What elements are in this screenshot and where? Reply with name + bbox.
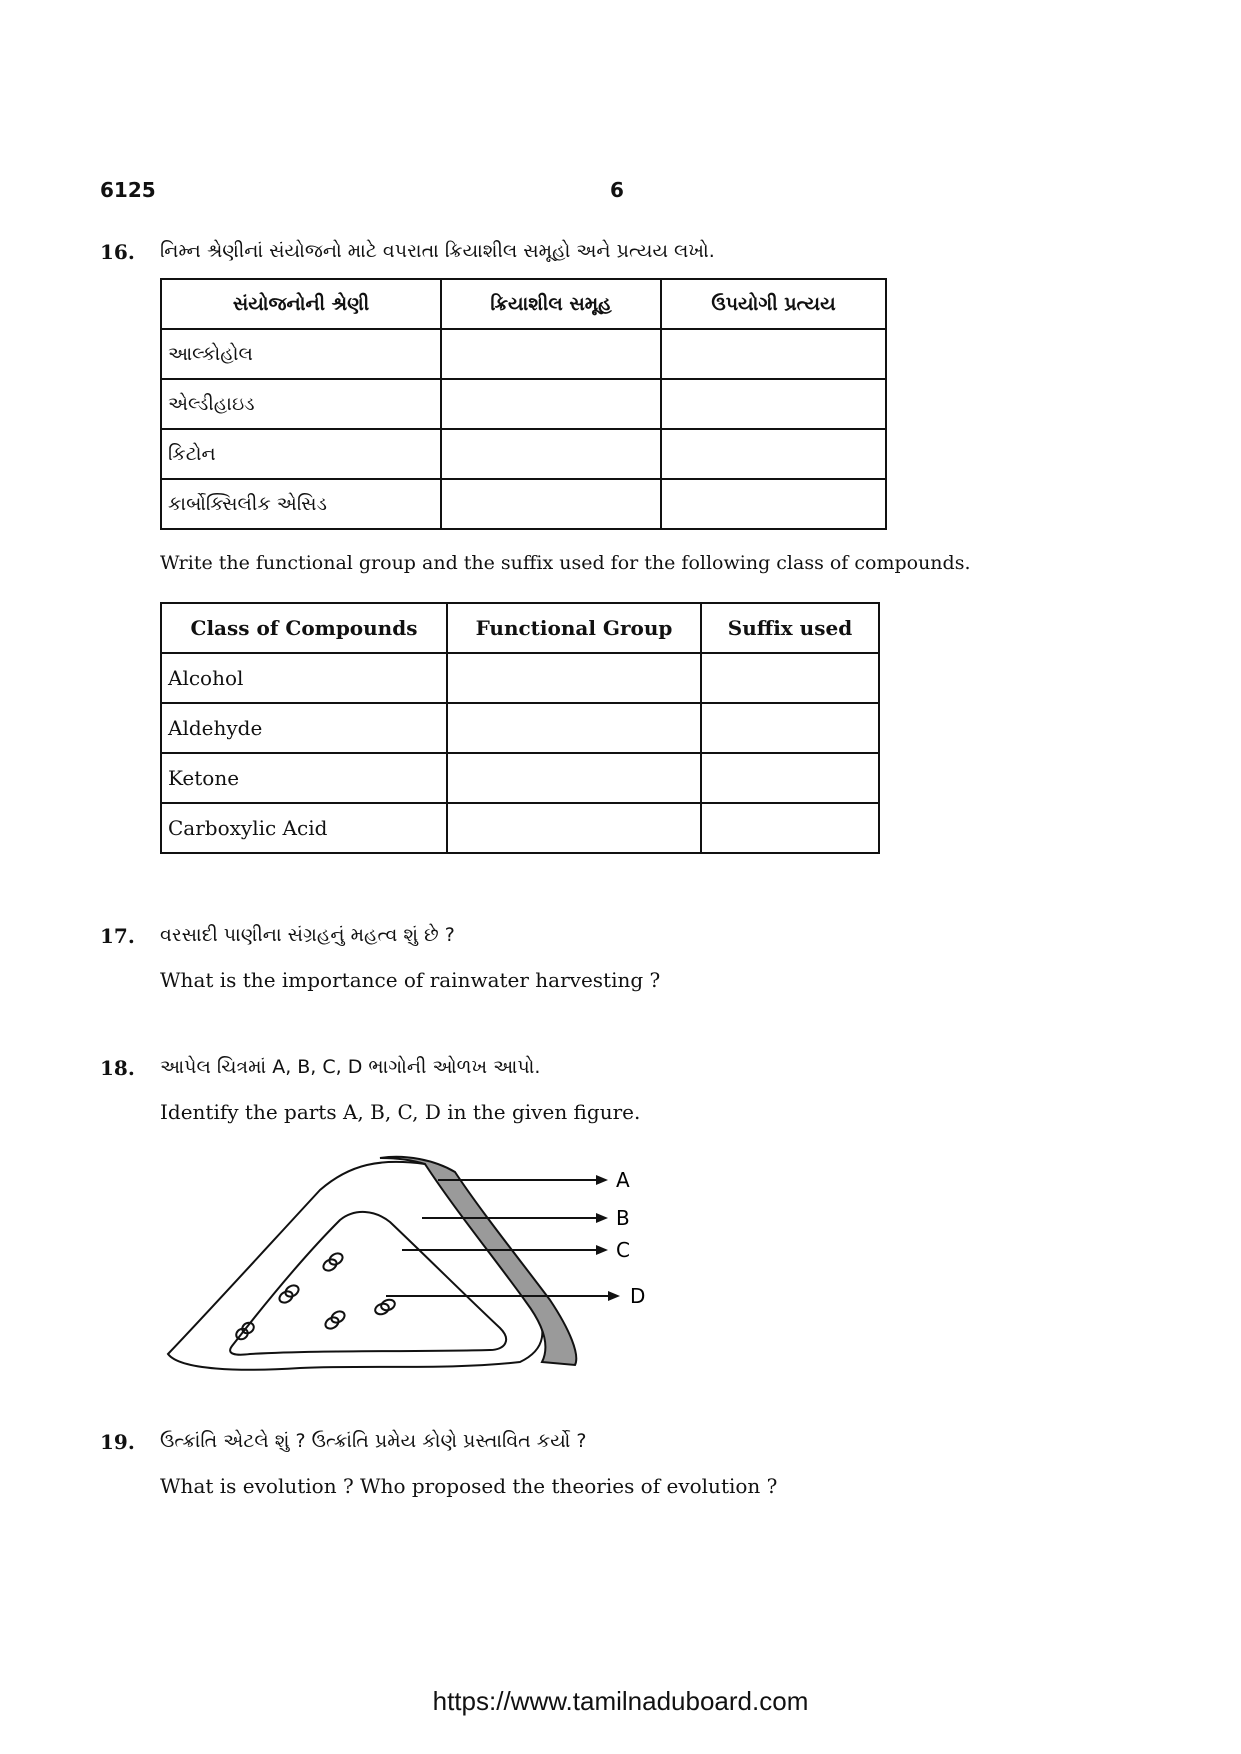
label-d: D	[630, 1284, 646, 1308]
gujarati-compounds-table	[160, 278, 887, 530]
table-header-cell: Class of Compounds	[161, 603, 447, 653]
answer-cell	[447, 803, 701, 853]
table-cell: Alcohol	[161, 653, 447, 703]
answer-cell	[441, 329, 661, 379]
answer-cell	[441, 479, 661, 529]
table-row	[161, 379, 886, 429]
table-row	[161, 329, 886, 379]
answer-cell	[661, 429, 886, 479]
table-header-cell: ક્રિયાશીલ સમૂહ	[441, 279, 661, 329]
paper-code: 6125	[100, 178, 156, 202]
table-header-cell: ઉપયોગી પ્રત્યય	[661, 279, 886, 329]
question-18-text-gujarati: આપેલ ચિત્રમાં A, B, C, D ભાગોની ઓળખ આપો.	[160, 1056, 541, 1078]
answer-cell	[661, 379, 886, 429]
question-18-number: 18.	[100, 1056, 135, 1080]
question-16-text-english: Write the functional group and the suffix used for the following class of compounds.	[160, 552, 971, 574]
table-cell: આલ્કોહોલ	[161, 329, 441, 379]
table-row	[161, 429, 886, 479]
table-row	[161, 653, 879, 703]
question-17-text-gujarati: વરસાદી પાણીના સંગ્રહનું મહત્વ શું છે ?	[160, 924, 455, 946]
question-19-text-gujarati: ઉત્ક્રાંતિ એટલે શું ? ઉત્ક્રાંતિ પ્રમેય કોણે પ્રસ્તાવિત કર્યો ?	[160, 1430, 587, 1452]
answer-cell	[447, 753, 701, 803]
question-16-text-gujarati: નિમ્ન શ્રેણીનાં સંયોજનો માટે વપરાતા ક્રિયાશીલ સમૂહો અને પ્રત્યય લખો.	[160, 240, 715, 262]
question-17-text-english: What is the importance of rainwater harvesting ?	[160, 968, 661, 992]
answer-cell	[701, 753, 879, 803]
table-row	[161, 479, 886, 529]
table-cell: Ketone	[161, 753, 447, 803]
table-cell: Carboxylic Acid	[161, 803, 447, 853]
label-b: B	[616, 1206, 630, 1230]
answer-cell	[447, 653, 701, 703]
answer-cell	[701, 803, 879, 853]
answer-cell	[701, 653, 879, 703]
question-16-number: 16.	[100, 240, 135, 264]
table-cell: કિટોન	[161, 429, 441, 479]
table-row	[161, 703, 879, 753]
page-number: 6	[610, 178, 624, 202]
answer-cell	[441, 429, 661, 479]
question-19-number: 19.	[100, 1430, 135, 1454]
answer-cell	[661, 479, 886, 529]
table-row	[161, 803, 879, 853]
label-c: C	[616, 1238, 630, 1262]
answer-cell	[447, 703, 701, 753]
table-header-cell: Functional Group	[447, 603, 701, 653]
table-cell: એલ્ડીહાઇડ	[161, 379, 441, 429]
table-cell: Aldehyde	[161, 703, 447, 753]
answer-cell	[661, 329, 886, 379]
answer-cell	[701, 703, 879, 753]
question-17-number: 17.	[100, 924, 135, 948]
question-18-text-english: Identify the parts A, B, C, D in the given figure.	[160, 1100, 641, 1124]
question-19-text-english: What is evolution ? Who proposed the theories of evolution ?	[160, 1474, 778, 1498]
table-row	[161, 753, 879, 803]
table-cell: કાર્બોક્સિલીક એસિડ	[161, 479, 441, 529]
label-a: A	[616, 1168, 630, 1192]
table-header-cell: સંયોજનોની શ્રેણી	[161, 279, 441, 329]
english-compounds-table	[160, 602, 880, 854]
footer-url: https://www.tamilnaduboard.com	[432, 1686, 809, 1716]
table-header-cell: Suffix used	[701, 603, 879, 653]
leaf-cross-section-figure	[150, 1150, 680, 1380]
answer-cell	[441, 379, 661, 429]
